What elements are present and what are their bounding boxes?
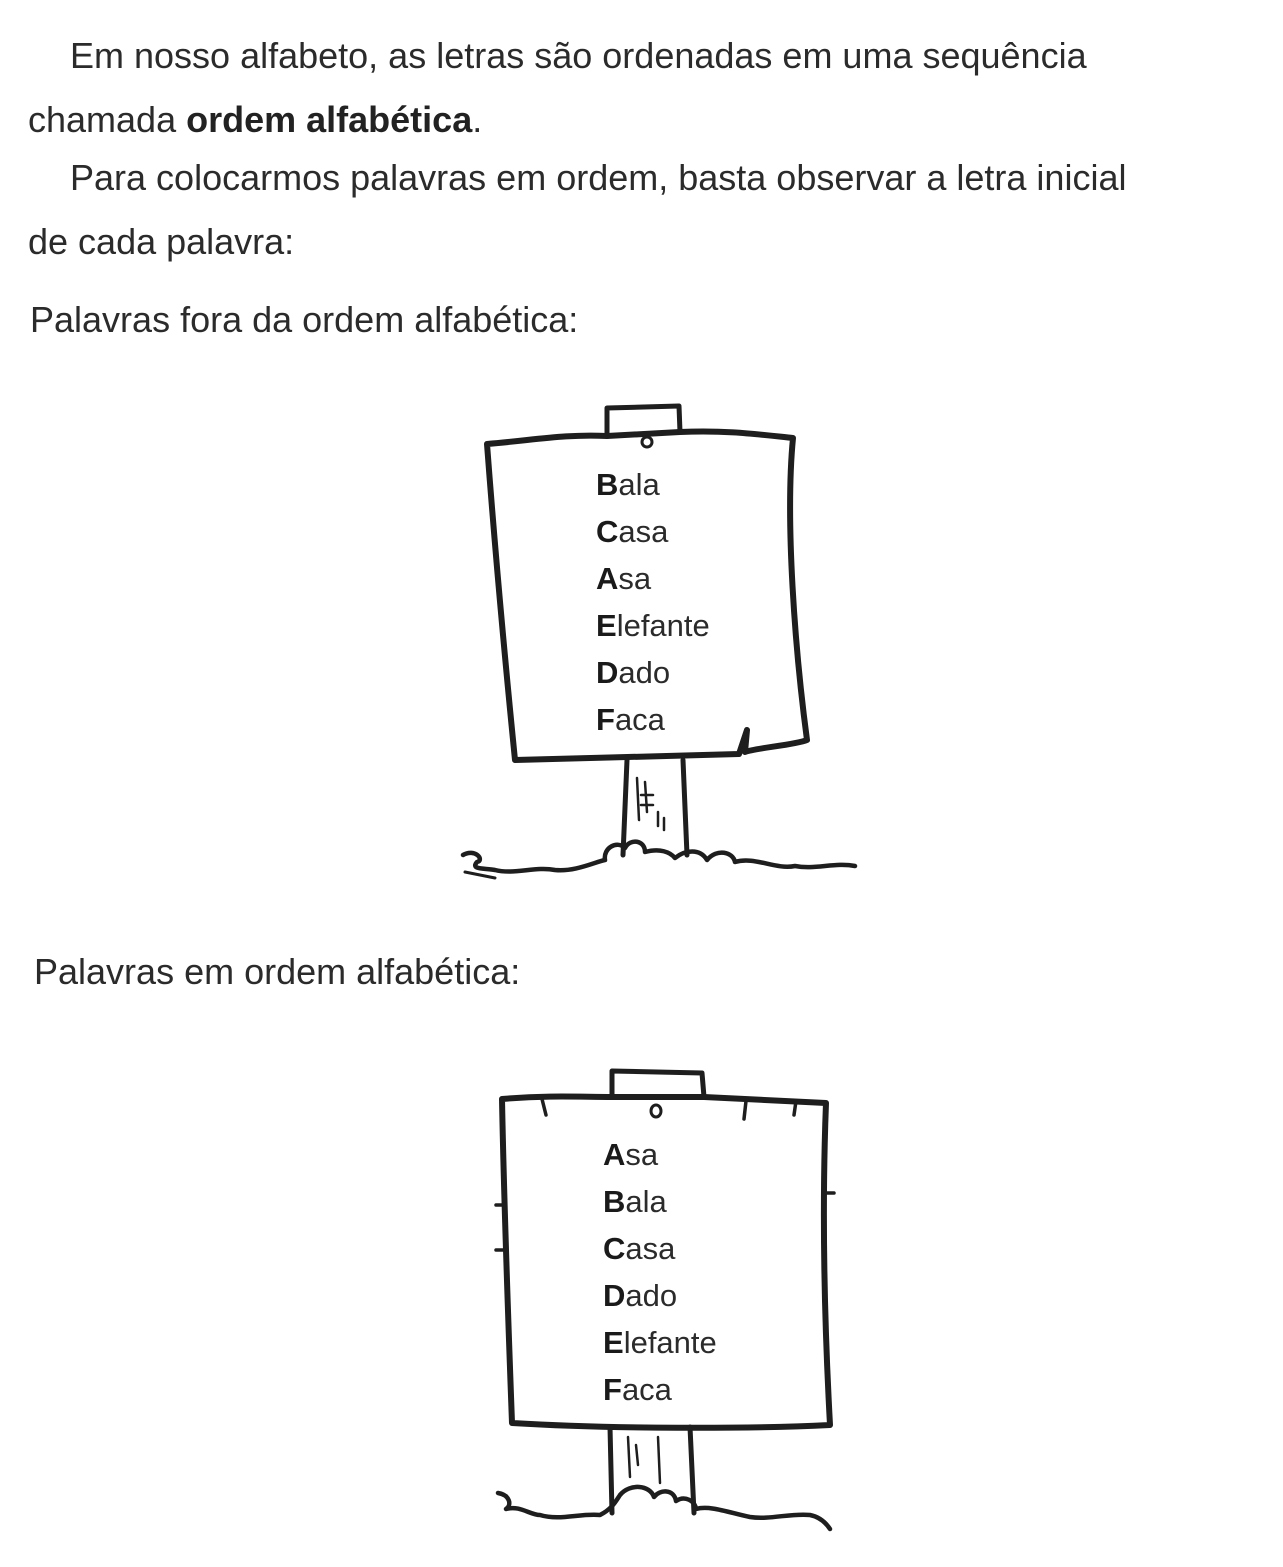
word-initial: B	[596, 467, 619, 502]
word-initial: D	[603, 1278, 626, 1313]
list-item	[603, 1225, 717, 1272]
word-initial: C	[596, 514, 619, 549]
word-initial: D	[596, 655, 619, 690]
intro-line-1: Em nosso alfabeto, as letras são ordenadas em uma sequência	[70, 35, 1087, 76]
word-initial: C	[603, 1231, 626, 1266]
word-rest: aca	[621, 1372, 672, 1407]
word-initial: E	[596, 608, 617, 643]
word-rest: sa	[625, 1137, 659, 1172]
list-item	[603, 1319, 717, 1366]
word-initial: B	[603, 1184, 626, 1219]
list-item	[596, 696, 710, 743]
word-initial: E	[603, 1325, 624, 1360]
word-rest: ala	[625, 1184, 667, 1219]
word-rest: ala	[618, 467, 660, 502]
word-rest: asa	[618, 514, 669, 549]
word-initial: F	[603, 1372, 622, 1407]
unordered-label: Palavras fora da ordem alfabética:	[30, 299, 579, 340]
word-rest: sa	[618, 561, 652, 596]
word-rest: lefante	[616, 608, 710, 643]
intro-paragraph-2	[28, 146, 1126, 274]
word-rest: aca	[614, 702, 665, 737]
list-item	[596, 649, 710, 696]
intro-paragraph-1	[28, 24, 1087, 152]
ordered-word-list	[603, 1131, 717, 1413]
unordered-word-list	[596, 461, 710, 743]
intro-line-4: de cada palavra:	[28, 221, 295, 262]
word-rest: asa	[625, 1231, 676, 1266]
intro-line-3: Para colocarmos palavras em ordem, basta observar a letra inicial	[70, 157, 1127, 198]
word-initial: A	[596, 561, 619, 596]
word-rest: ado	[625, 1278, 678, 1313]
intro-line-2-start: chamada	[28, 99, 187, 140]
list-item	[603, 1178, 717, 1225]
list-item	[596, 508, 710, 555]
word-rest: ado	[618, 655, 671, 690]
intro-line-2-end: .	[472, 99, 483, 140]
intro-bold-term: ordem alfabética	[186, 99, 473, 140]
ordered-label: Palavras em ordem alfabética:	[34, 951, 521, 992]
word-initial: F	[596, 702, 615, 737]
list-item	[596, 602, 710, 649]
word-rest: lefante	[623, 1325, 717, 1360]
list-item	[603, 1366, 717, 1413]
list-item	[603, 1272, 717, 1319]
list-item	[603, 1131, 717, 1178]
list-item	[596, 461, 710, 508]
word-initial: A	[603, 1137, 626, 1172]
list-item	[596, 555, 710, 602]
